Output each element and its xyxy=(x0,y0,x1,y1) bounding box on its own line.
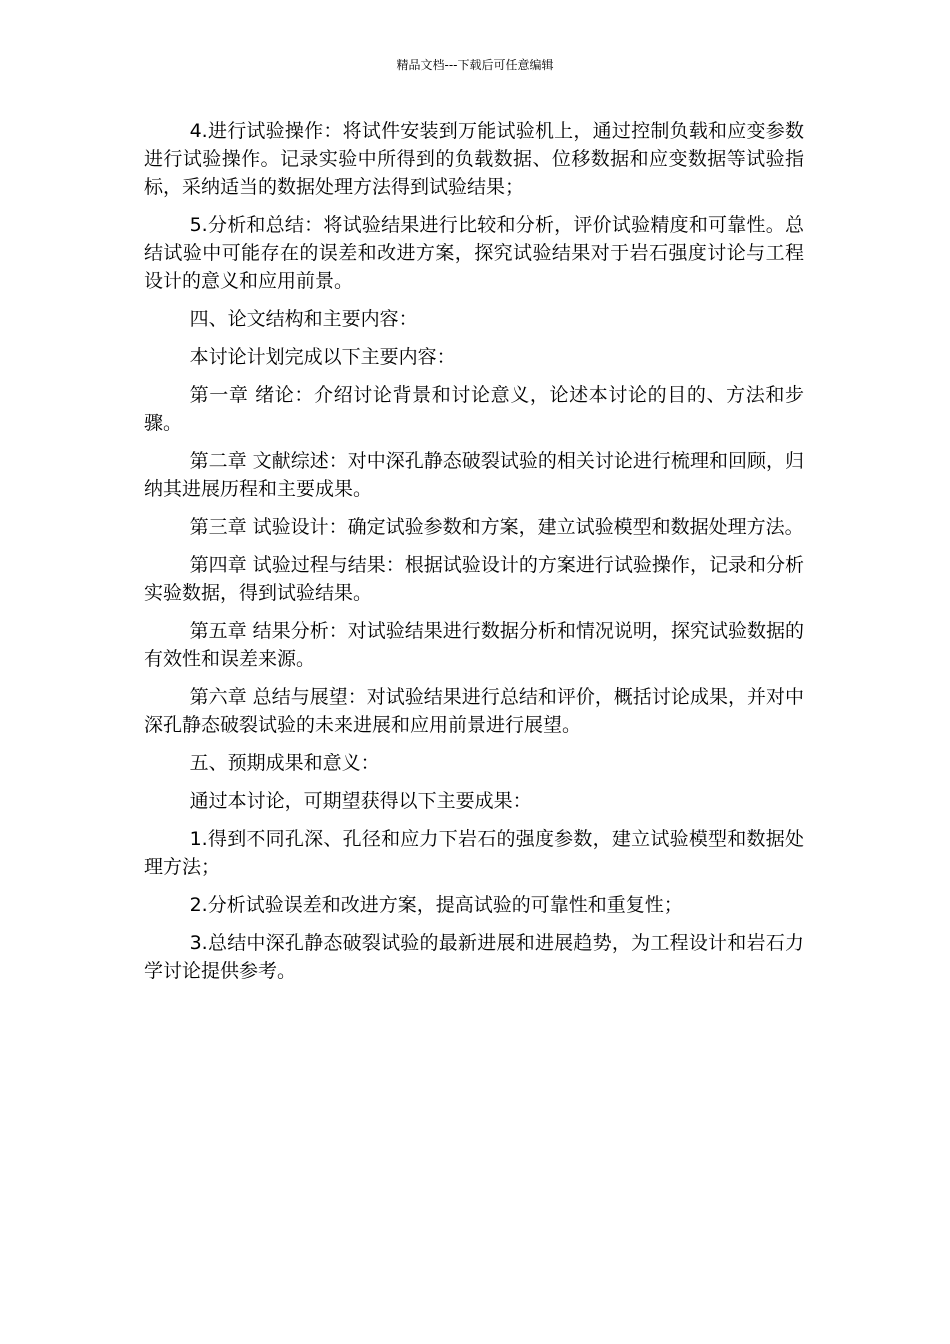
paragraph-chapter-1: 第一章 绪论：介绍讨论背景和讨论意义，论述本讨论的目的、方法和步骤。 xyxy=(144,384,804,434)
paragraph-chapter-5: 第五章 结果分析：对试验结果进行数据分析和情况说明，探究试验数据的有效性和误差来源。 xyxy=(144,620,804,670)
paragraph-result-2: 2.分析试验误差和改进方案，提高试验的可靠性和重复性； xyxy=(189,894,683,916)
paragraph-intro-content: 本讨论计划完成以下主要内容： xyxy=(189,346,456,368)
paragraph-result-1: 1.得到不同孔深、孔径和应力下岩石的强度参数，建立试验模型和数据处理方法； xyxy=(144,828,804,878)
paragraph-chapter-6: 第六章 总结与展望：对试验结果进行总结和评价，概括讨论成果，并对中深孔静态破裂试验的未来进展和应用前景进行展望。 xyxy=(144,686,804,736)
paragraph-intro-results: 通过本讨论，可期望获得以下主要成果： xyxy=(189,790,532,812)
paragraph-step-5: 5.分析和总结：将试验结果进行比较和分析，评价试验精度和可靠性。总结试验中可能存在的误差和改进方案，探究试验结果对于岩石强度讨论与工程设计的意义和应用前景。 xyxy=(144,214,804,292)
paragraph-chapter-2: 第二章 文献综述：对中深孔静态破裂试验的相关讨论进行梳理和回顾，归纳其进展历程和主要成果。 xyxy=(144,450,804,500)
page-header: 精品文档---下载后可任意编辑 xyxy=(396,58,554,72)
paragraph-result-3: 3.总结中深孔静态破裂试验的最新进展和进展趋势，为工程设计和岩石力学讨论提供参考。 xyxy=(144,932,804,982)
paragraph-chapter-4: 第四章 试验过程与结果：根据试验设计的方案进行试验操作，记录和分析实验数据，得到试验结果。 xyxy=(144,554,804,604)
section-heading-4: 四、论文结构和主要内容： xyxy=(189,308,418,330)
paragraph-step-4: 4.进行试验操作：将试件安装到万能试验机上，通过控制负载和应变参数进行试验操作。记录实验中所得到的负载数据、位移数据和应变数据等试验指标，采纳适当的数据处理方法得到试验结果； xyxy=(144,120,804,198)
paragraph-chapter-3: 第三章 试验设计：确定试验参数和方案，建立试验模型和数据处理方法。 xyxy=(189,516,804,538)
section-heading-5: 五、预期成果和意义： xyxy=(189,752,380,774)
document-body xyxy=(144,117,804,995)
